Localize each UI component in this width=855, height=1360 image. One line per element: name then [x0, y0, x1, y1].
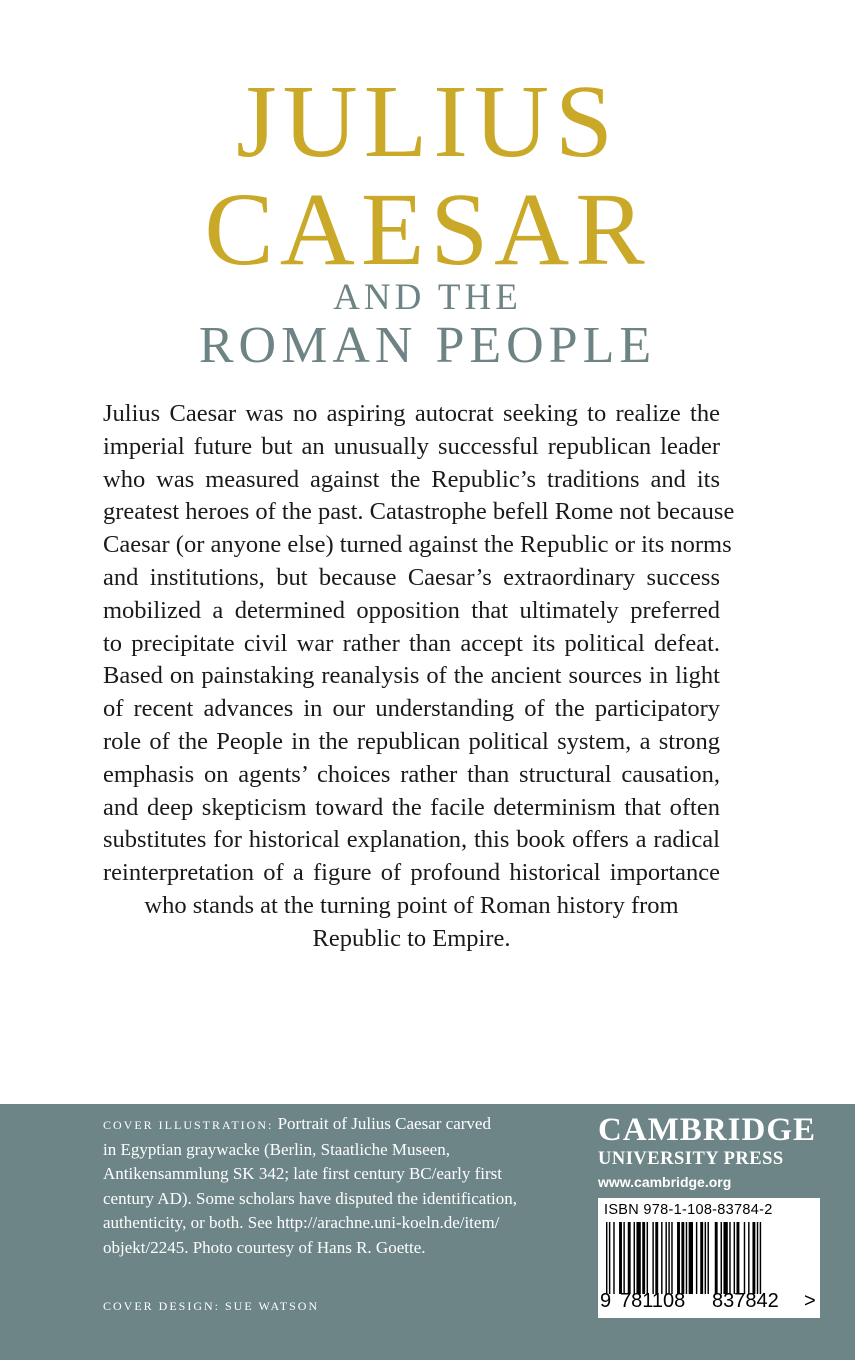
barcode-bar: [734, 1222, 735, 1294]
barcode-bar: [748, 1222, 749, 1294]
title-line-1: JULIUS: [236, 64, 619, 179]
description-line: Based on painstaking reanalysis of the ancient sources in light: [103, 662, 720, 690]
barcode-digits-right: 837842: [712, 1290, 779, 1312]
barcode-bar: [721, 1222, 722, 1294]
description-line: imperial future but an unusually successful republican leader: [103, 432, 720, 460]
barcode-bar: [665, 1222, 666, 1294]
barcode-bar: [686, 1222, 687, 1294]
barcode-bar: [760, 1222, 761, 1294]
credit-line: objekt/2245. Photo courtesy of Hans R. Goette.: [103, 1237, 426, 1257]
barcode-bar: [609, 1222, 610, 1294]
subtitle-line-2: ROMAN PEOPLE: [198, 317, 657, 374]
publisher-logo: [598, 1112, 838, 1190]
barcode-bar: [700, 1222, 703, 1294]
credit-line: Antikensammlung SK 342; late first century BC/early first: [103, 1164, 502, 1183]
description-line: Republic to Empire.: [312, 924, 511, 952]
description-line: Julius Caesar was no aspiring autocrat seeking to realize the: [103, 400, 720, 427]
credit-line: Portrait of Julius Caesar carved: [273, 1114, 491, 1133]
barcode-bar: [737, 1222, 740, 1294]
publisher-name: CAMBRIDGE: [598, 1112, 817, 1148]
barcode-digit-lead: 9: [600, 1290, 612, 1312]
publisher-url: www.cambridge.org: [598, 1174, 732, 1190]
barcode-bar: [661, 1222, 662, 1294]
barcode-bar: [752, 1222, 755, 1294]
publisher-subname: UNIVERSITY PRESS: [598, 1149, 784, 1169]
barcode-quiet-mark: >: [804, 1290, 816, 1312]
barcode-bar: [628, 1222, 631, 1294]
barcode-bar: [681, 1222, 684, 1294]
barcode-bar: [613, 1222, 614, 1294]
description-line: and deep skepticism toward the facile determinism that often: [103, 793, 720, 821]
barcode-digits-left: 781108: [620, 1290, 686, 1312]
barcode-bars: [606, 1222, 802, 1294]
barcode-bar: [696, 1222, 697, 1294]
barcode-bar: [668, 1222, 669, 1294]
barcode-bar: [652, 1222, 653, 1294]
cover-illustration-label: COVER ILLUSTRATION:: [103, 1118, 274, 1132]
barcode-bar: [671, 1222, 672, 1294]
cover-illustration-credit: [103, 1112, 543, 1260]
credit-line: authenticity, or both. See http://arachne.uni-koeln.de/item/: [103, 1213, 500, 1232]
barcode-bar: [677, 1222, 680, 1294]
barcode-bar: [729, 1222, 730, 1294]
description-line: emphasis on agents’ choices rather than structural causation,: [103, 760, 720, 788]
barcode-bar: [757, 1222, 758, 1294]
book-description: [103, 398, 735, 956]
description-line: of recent advances in our understanding of the participatory: [103, 695, 720, 723]
isbn-label: ISBN 978-1-108-83784-2: [604, 1202, 773, 1218]
description-line: greatest heroes of the past. Catastrophe befell Rome not because: [103, 498, 735, 526]
barcode-bar: [647, 1222, 648, 1294]
barcode-bar: [636, 1222, 640, 1294]
description-line: reinterpretation of a figure of profound historical importance: [103, 859, 720, 887]
barcode-bar: [655, 1222, 658, 1294]
barcode-digits: [598, 1290, 820, 1318]
title-line-2: CAESAR: [204, 172, 651, 287]
description-line: who was measured against the Republic’s traditions and its: [103, 465, 720, 493]
credit-line: century AD). Some scholars have disputed the identification,: [103, 1188, 518, 1208]
description-line: mobilized a determined opposition that ultimately preferred: [103, 596, 720, 624]
barcode-bar: [744, 1222, 745, 1294]
credit-line: in Egyptian graywacke (Berlin, Staatliche Museen,: [103, 1139, 450, 1159]
barcode-bar: [619, 1222, 622, 1294]
description-line: substitutes for historical explanation, this book offers a radical: [103, 826, 720, 854]
barcode-bar: [623, 1222, 624, 1294]
barcode-bar: [708, 1222, 709, 1294]
subtitle-line-1: AND THE: [333, 277, 522, 318]
barcode-bar: [606, 1222, 607, 1294]
barcode-bar: [642, 1222, 645, 1294]
barcode-bar: [715, 1222, 718, 1294]
description-line: and institutions, but because Caesar’s extraordinary success: [103, 563, 720, 591]
barcode-bar: [723, 1222, 727, 1294]
barcode-bar: [634, 1222, 635, 1294]
barcode-bar: [689, 1222, 693, 1294]
description-line: Caesar (or anyone else) turned against the Republic or its norms: [103, 531, 732, 559]
description-line: role of the People in the republican political system, a strong: [103, 727, 720, 755]
description-line: who stands at the turning point of Roman history from: [144, 891, 679, 919]
isbn-barcode: [598, 1198, 820, 1318]
description-line: to precipitate civil war rather than accept its political defeat.: [103, 629, 720, 657]
cover-design-credit: COVER DESIGN: SUE WATSON: [103, 1299, 320, 1313]
barcode-bar: [705, 1222, 706, 1294]
